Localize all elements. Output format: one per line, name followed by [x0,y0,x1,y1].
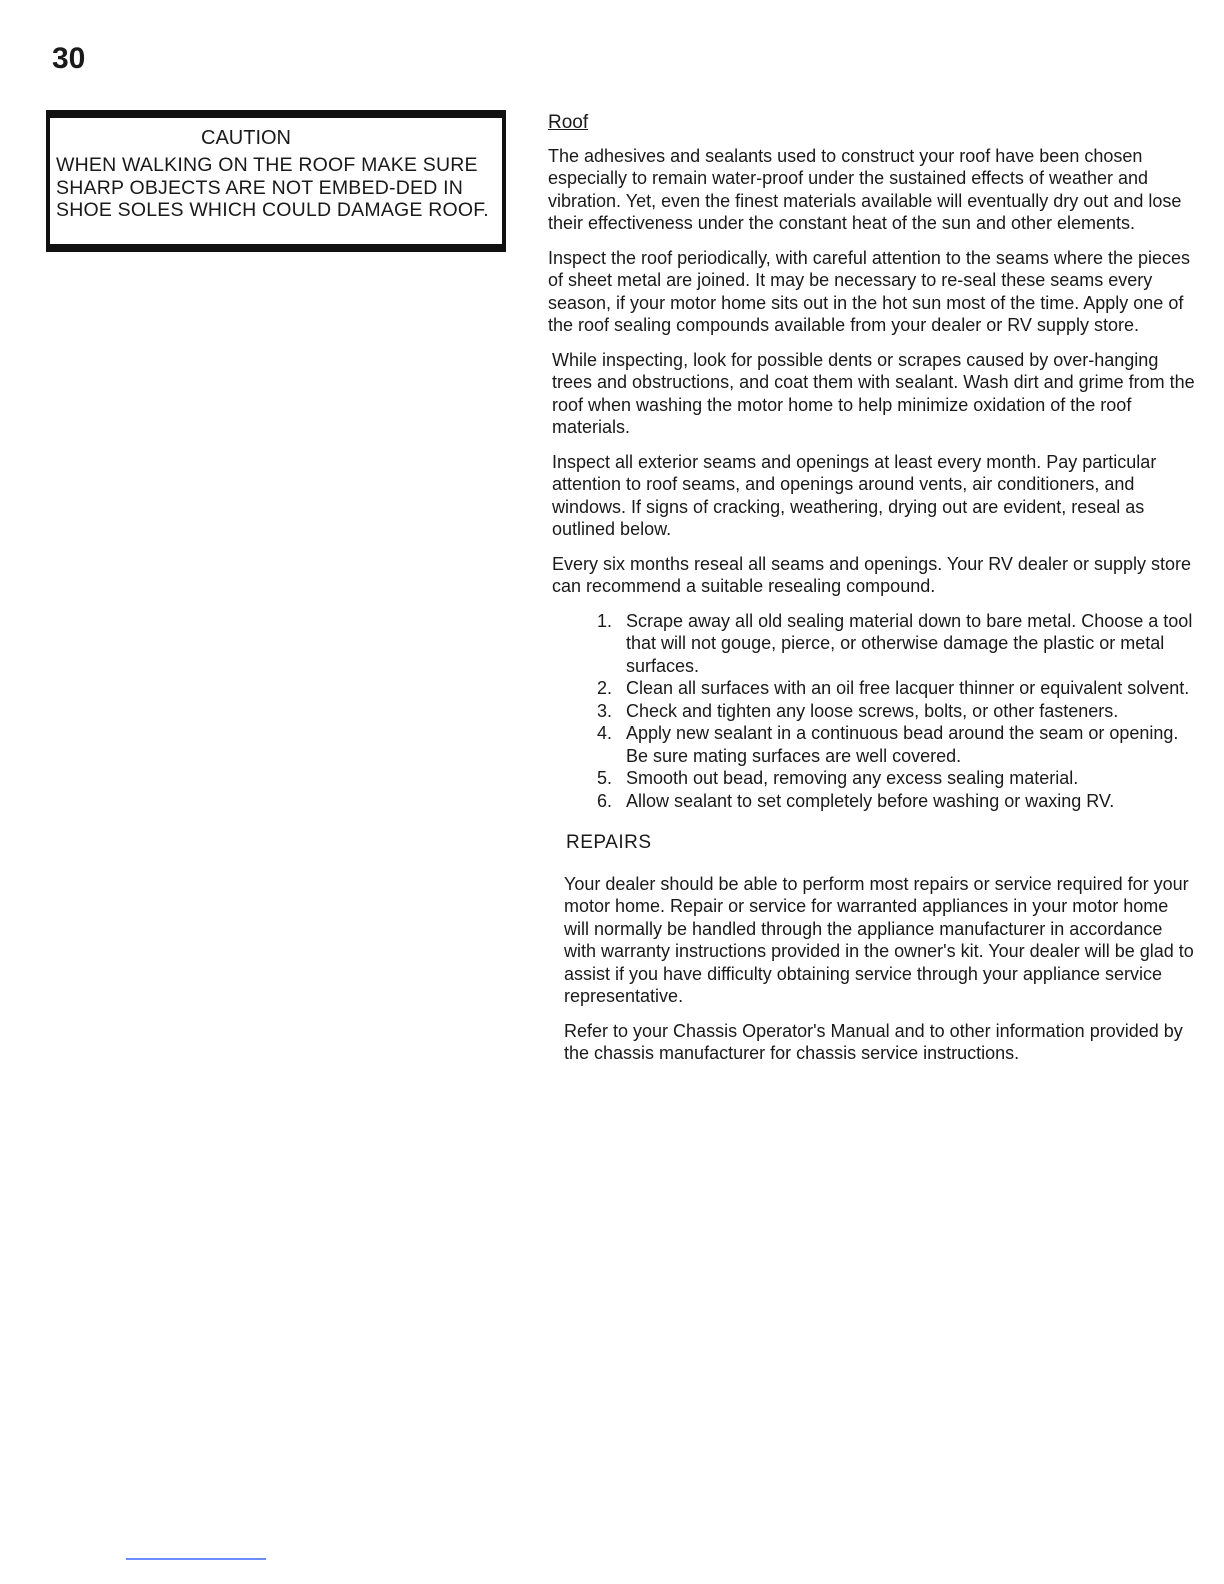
step-number: 2. [596,678,612,698]
step-text: Clean all surfaces with an oil free lacquer thinner or equivalent solvent. [626,678,1190,698]
repairs-section [548,832,1198,1065]
roof-heading: Roof [548,112,589,133]
list-item [548,767,1198,790]
list-item [548,700,1198,723]
step-text: Scrape away all old sealing material down to bare metal. Choose a tool that will not gouge, pierce, or otherwise damage the plastic or metal surfaces. [626,610,1193,676]
step-number: 4. [596,723,612,743]
repairs-heading: REPAIRS [566,832,652,853]
roof-paragraph: The adhesives and sealants used to construct your roof have been chosen especially to remain water-proof under the sustained effects of weather and vibration. Yet, even the finest materials available will eventually dry out and lose their effectiveness under the constant heat of the sun and other elements. [548,145,1182,233]
list-item [548,790,1198,813]
roof-paragraph: Inspect the roof periodically, with careful attention to the seams where the pieces of sheet metal are joined. It may be necessary to re-seal these seams every season, if your motor home sits out in the hot sun most of the time. Apply one of the roof sealing compounds available from your dealer or RV supply store. [548,247,1191,335]
roof-paragraph: Every six months reseal all seams and openings. Your RV dealer or supply store can recommend a suitable resealing compound. [552,553,1192,596]
step-text: Allow sealant to set completely before washing or waxing RV. [626,790,1115,811]
footer-rule [126,1558,266,1560]
repairs-paragraph: Refer to your Chassis Operator's Manual and to other information provided by the chassis manufacturer for chassis service instructions. [564,1020,1183,1063]
step-number: 6. [596,790,612,811]
caution-text: WHEN WALKING ON THE ROOF MAKE SURE SHARP OBJECTS ARE NOT EMBED-DED IN SHOE SOLES WHICH COULD DAMAGE ROOF. [56,154,489,221]
caution-title: CAUTION [201,127,291,149]
reseal-steps-list [548,610,1198,813]
list-item [548,610,1198,678]
main-column [548,110,1198,1077]
step-number: 5. [596,768,612,788]
roof-paragraph: Inspect all exterior seams and openings at least every month. Pay particular attention to roof seams, and openings around vents, air conditioners, and windows. If signs of cracking, weathering, drying out are evident, reseal as outlined below. [552,451,1157,539]
step-number: 1. [596,610,612,631]
caution-box [46,110,506,252]
list-item [548,677,1198,700]
step-text: Apply new sealant in a continuous bead around the seam or opening. Be sure mating surfaces are well covered. [626,723,1179,766]
repairs-paragraph: Your dealer should be able to perform most repairs or service required for your motor home. Repair or service for warranted appliances in your motor home will normally be handled through the appliance manufacturer in accordance with warranty instructions provided in the owner's kit. Your dealer will be glad to assist if you have difficulty obtaining service through your appliance service representative. [564,873,1194,1006]
list-item [548,722,1198,767]
step-number: 3. [596,700,612,721]
step-text: Check and tighten any loose screws, bolts, or other fasteners. [626,700,1119,721]
step-text: Smooth out bead, removing any excess sealing material. [626,768,1079,788]
page-number: 30 [52,42,86,75]
roof-paragraph: While inspecting, look for possible dents or scrapes caused by over-hanging trees and obstructions, and coat them with sealant. Wash dirt and grime from the roof when washing the motor home to help minimize oxidation of the roof materials. [552,349,1195,437]
